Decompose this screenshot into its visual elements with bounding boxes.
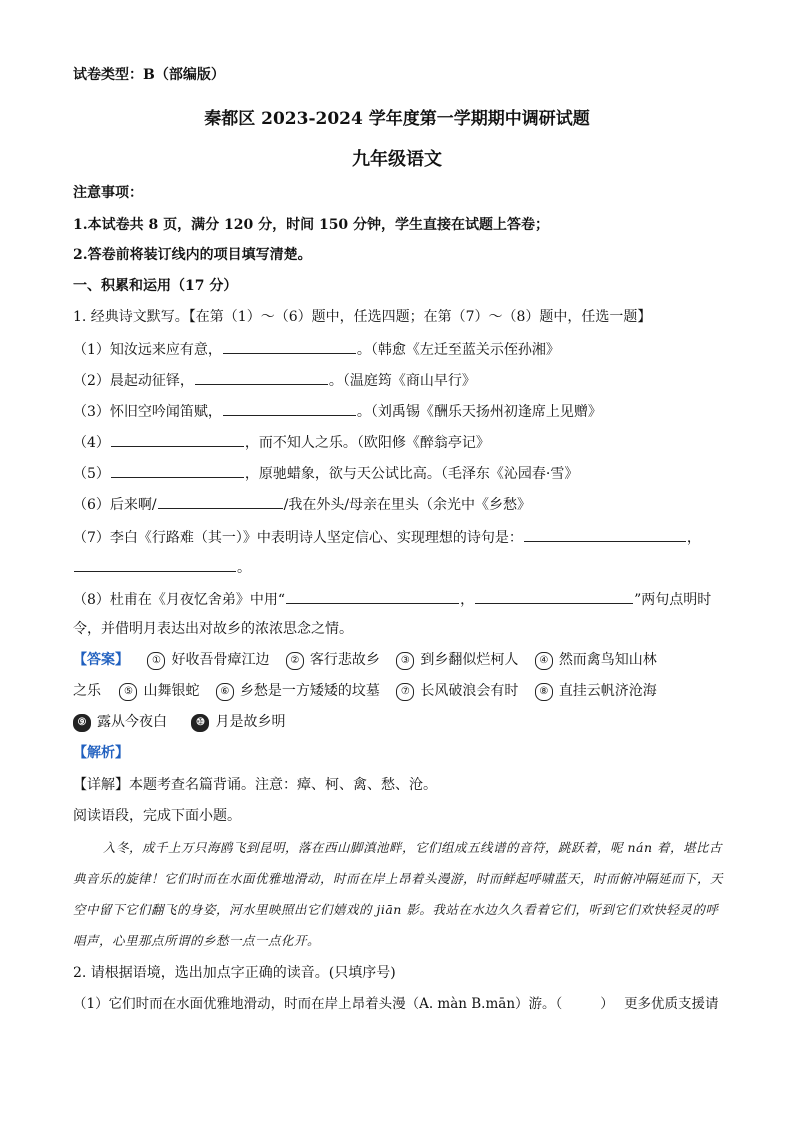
answer-text: 直挂云帆济沧海 bbox=[558, 683, 657, 699]
item-prefix: （8）杜甫在《月夜忆舍弟》中用“ bbox=[73, 592, 286, 608]
item-prefix: （2）晨起动征铎， bbox=[73, 373, 194, 389]
sub-question-end: ） bbox=[600, 996, 614, 1012]
answer-item bbox=[535, 683, 657, 699]
answer-number: ③ bbox=[396, 652, 414, 670]
section-heading: 一、积累和运用（17 分） bbox=[73, 278, 238, 294]
reading-passage bbox=[73, 832, 723, 956]
paper-type: 试卷类型：B（部编版） bbox=[73, 67, 225, 83]
item-suffix: 。（温庭筠《商山早行》 bbox=[328, 373, 476, 389]
answer-number: ④ bbox=[535, 652, 553, 670]
question-1-item-1 bbox=[73, 339, 560, 359]
answer-text: 客行悲故乡 bbox=[309, 652, 380, 668]
item-suffix: ，而不知人之乐。（欧阳修《醉翁亭记》 bbox=[244, 435, 490, 451]
item-comma: ， bbox=[686, 530, 701, 546]
sub-question-text: （1）它们时而在水面优雅地滑动，时而在岸上昂着头漫（A. màn B.mān）游。（ bbox=[73, 996, 563, 1012]
reading-intro: 阅读语段，完成下面小题。 bbox=[73, 808, 241, 824]
answer-item bbox=[119, 683, 199, 699]
item-comma: ， bbox=[460, 592, 475, 608]
item-suffix: 。（刘禹锡《酬乐天扬州初逢席上见赠》 bbox=[356, 404, 602, 420]
question-1-item-3 bbox=[73, 401, 602, 421]
answer-number: ⑦ bbox=[396, 683, 414, 701]
item-prefix: （7）李白《行路难（其一）》中表明诗人坚定信心、实现理想的诗句是： bbox=[73, 530, 523, 546]
question-1-item-6 bbox=[73, 494, 531, 514]
answer-blank[interactable] bbox=[475, 589, 633, 604]
passage-text: 入冬，成千上万只海鸥飞到昆明，落在西山脚滇池畔，它们组成五线谱的音符，跳跃着，呢 nán 着，堪比古典音乐的旋律！它们时而在水面优雅地滑动，时而在岸上昂着头漫游，时而鲜起呼啸蓝天，时而俯冲隔延而下，天空中留下它们翻飞的身姿，河水里映照出它们嬉戏的 jiān 影。我站在水边久久看着它们，听到它们欢快轻灵的呼唱声，心里那点所谓的乡愁一点一点化开。 bbox=[73, 840, 724, 948]
answer-text: 乡愁是一方矮矮的坟墓 bbox=[239, 683, 380, 699]
answer-blank[interactable] bbox=[195, 370, 328, 385]
analysis-label: 【解析】 bbox=[73, 745, 129, 761]
answer-label: 【答案】 bbox=[73, 652, 129, 668]
answer-item bbox=[396, 652, 518, 668]
analysis-detail: 【详解】本题考查名篇背诵。注意：瘴、柯、禽、愁、沧。 bbox=[73, 777, 437, 793]
answer-blank[interactable] bbox=[111, 432, 244, 447]
answer-item bbox=[286, 652, 380, 668]
item-suffix: ，原驰蜡象，欲与天公试比高。（毛泽东《沁园春·雪》 bbox=[244, 466, 579, 482]
answer-number: ⑥ bbox=[216, 683, 234, 701]
answer-row-1 bbox=[73, 651, 669, 670]
question-1-item-7 bbox=[73, 527, 701, 547]
item-suffix: 。（韩愈《左迁至蓝关示侄孙湘》 bbox=[356, 342, 560, 358]
item-prefix: （5） bbox=[73, 466, 110, 482]
answer-item bbox=[216, 683, 380, 699]
question-1-item-7-cont bbox=[73, 557, 251, 577]
answer-item bbox=[147, 652, 269, 668]
question-1-item-2 bbox=[73, 370, 476, 390]
answer-blank[interactable] bbox=[286, 589, 459, 604]
item-end: 。 bbox=[237, 560, 251, 576]
answer-number: ② bbox=[286, 652, 304, 670]
answer-row-2 bbox=[73, 682, 669, 701]
question-1-item-5 bbox=[73, 463, 578, 483]
answer-number: ① bbox=[147, 652, 165, 670]
answer-row-3 bbox=[73, 713, 297, 732]
answer-item bbox=[191, 714, 285, 730]
promo-text: 更多优质支援请 bbox=[624, 996, 719, 1012]
answer-number: ⑩ bbox=[191, 714, 209, 732]
question-1-stem: 1. 经典诗文默写。【在第（1）～（6）题中，任选四题；在第（7）～（8）题中，任选一题】 bbox=[73, 309, 652, 325]
answer-text: 长风破浪会有时 bbox=[420, 683, 519, 699]
exam-subtitle: 九年级语文 bbox=[352, 149, 442, 170]
question-1-item-4 bbox=[73, 432, 490, 452]
notice-heading: 注意事项： bbox=[73, 185, 143, 201]
answer-text: 然而禽鸟知山林 bbox=[558, 652, 657, 668]
item-prefix: （1）知汝远来应有意， bbox=[73, 342, 222, 358]
answer-text: 露从今夜白 bbox=[97, 714, 167, 730]
answer-item bbox=[73, 714, 167, 730]
answer-continuation: 之乐 bbox=[73, 683, 101, 699]
answer-blank[interactable] bbox=[223, 339, 356, 354]
question-2-sub-1 bbox=[73, 995, 719, 1013]
answer-blank[interactable] bbox=[223, 401, 356, 416]
answer-blank[interactable] bbox=[524, 527, 686, 542]
item-suffix: ”两句点明时 bbox=[634, 592, 712, 608]
answer-text: 到乡翻似烂柯人 bbox=[420, 652, 519, 668]
question-2-stem: 2. 请根据语境，选出加点字正确的读音。(只填序号) bbox=[73, 965, 396, 981]
item-prefix: （6）后来啊/ bbox=[73, 497, 157, 513]
answer-blank[interactable] bbox=[74, 557, 236, 572]
answer-item bbox=[535, 652, 657, 668]
answer-text: 月是故乡明 bbox=[215, 714, 286, 730]
answer-item bbox=[396, 683, 518, 699]
question-1-item-8-cont: 令，并借明月表达出对故乡的浓浓思念之情。 bbox=[73, 621, 353, 637]
item-prefix: （4） bbox=[73, 435, 110, 451]
answer-text: 山舞银蛇 bbox=[143, 683, 200, 699]
notice-item-1: 1.本试卷共 8 页，满分 120 分，时间 150 分钟，学生直接在试题上答卷； bbox=[73, 217, 550, 233]
answer-text: 好收吾骨瘴江边 bbox=[171, 652, 270, 668]
answer-number: ⑧ bbox=[535, 683, 553, 701]
exam-title: 秦都区 2023-2024 学年度第一学期期中调研试题 bbox=[204, 109, 590, 129]
item-prefix: （3）怀旧空吟闻笛赋， bbox=[73, 404, 222, 420]
answer-number: ⑤ bbox=[119, 683, 137, 701]
answer-blank[interactable] bbox=[158, 494, 283, 509]
question-1-item-8 bbox=[73, 589, 711, 609]
answer-number: ⑨ bbox=[73, 714, 91, 732]
notice-item-2: 2.答卷前将装订线内的项目填写清楚。 bbox=[73, 247, 312, 263]
answer-blank[interactable] bbox=[111, 463, 244, 478]
item-suffix: /我在外头/母亲在里头（余光中《乡愁》 bbox=[283, 497, 532, 513]
